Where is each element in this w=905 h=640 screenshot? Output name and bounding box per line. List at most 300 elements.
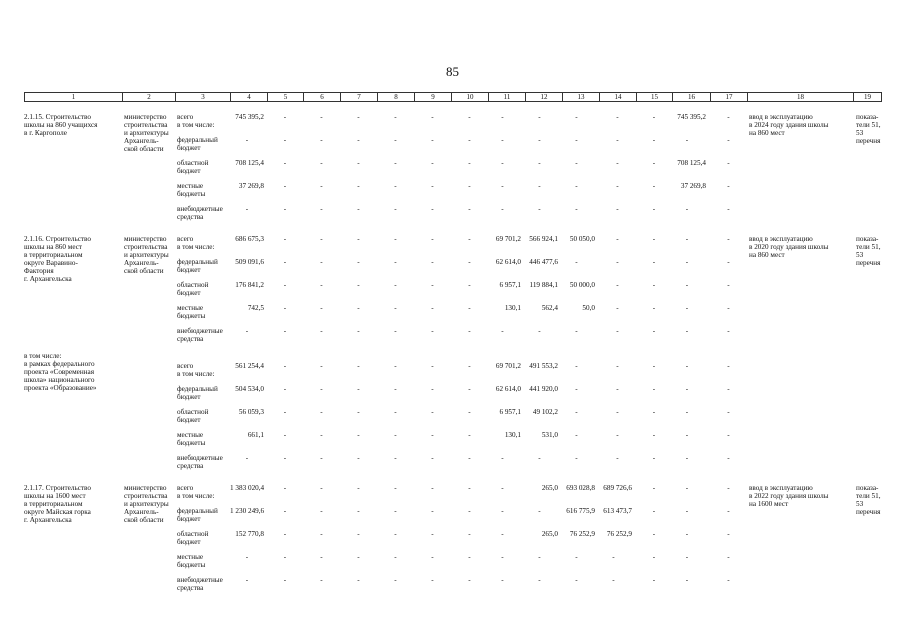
block-title: в том числе: в рамках федерального проекта «Современная школа» национального проекта «Образование» [24,352,97,392]
empty-cell: - [652,454,656,462]
empty-cell: - [652,385,656,393]
col12-value: - [538,507,541,515]
col11-value: - [501,113,504,121]
col16-value: - [685,408,689,416]
row-label: областной бюджет [177,159,209,175]
empty-cell: - [431,205,434,213]
empty-cell: - [431,327,434,335]
empty-cell: - [394,408,397,416]
col13-value: - [575,553,578,561]
col12-value: - [538,113,541,121]
header-col-7: 7 [340,92,377,102]
empty-cell: - [727,576,730,584]
empty-cell: - [283,553,287,561]
empty-cell: - [357,304,360,312]
row-label: областной бюджет [177,530,209,546]
empty-cell: - [394,205,397,213]
empty-cell: - [431,362,434,370]
col13-value: 693 028,8 [566,484,595,492]
empty-cell: - [727,454,730,462]
block-result: ввод в эксплуатацию в 2022 году здания школы на 1600 мест [749,484,829,508]
empty-cell: - [727,553,730,561]
col13-value: - [575,327,578,335]
col4-value: 152 770,8 [235,530,264,538]
col16-value: - [685,431,689,439]
empty-cell: - [431,385,434,393]
col12-value: 531,0 [541,431,558,439]
col11-value: 69 701,2 [495,362,521,370]
col11-value: 69 701,2 [495,235,521,243]
empty-cell: - [616,182,619,190]
empty-cell: - [394,304,397,312]
empty-cell: - [357,484,360,492]
header-col-10: 10 [451,92,488,102]
empty-cell: - [727,327,730,335]
header-col-13: 13 [562,92,599,102]
empty-cell: - [283,182,287,190]
empty-cell: - [616,304,619,312]
row-label: местные бюджеты [177,182,206,198]
col11-value: 6 957,1 [499,281,521,289]
col11-value: - [501,484,504,492]
empty-cell: - [652,327,656,335]
row-label: внебюджетные средства [177,205,223,221]
empty-cell: - [357,182,360,190]
empty-cell: - [283,385,287,393]
col16-value: - [685,362,689,370]
empty-cell: - [652,205,656,213]
empty-cell: - [727,484,730,492]
col4-value: 1 230 249,6 [230,507,265,515]
empty-cell: - [357,205,360,213]
empty-cell: - [283,304,287,312]
header-col-9: 9 [414,92,451,102]
empty-cell: - [431,258,434,266]
empty-cell: - [283,235,287,243]
col13-value: - [575,576,578,584]
col12-value: 491 553,2 [529,362,558,370]
col13-value: 50,0 [582,304,595,312]
empty-cell: - [652,113,656,121]
empty-cell: - [320,385,323,393]
col12-value: - [538,553,541,561]
col16-value: - [685,235,689,243]
empty-cell: - [357,530,360,538]
empty-cell: - [394,454,397,462]
empty-cell: - [357,258,360,266]
row-label: областной бюджет [177,281,209,297]
col12-value: 446 477,6 [529,258,558,266]
empty-cell: - [394,576,397,584]
col13-value: - [575,408,578,416]
empty-cell: - [431,484,434,492]
col13-value: - [575,136,578,144]
col14-value: - [612,576,615,584]
col11-value: - [501,327,504,335]
empty-cell: - [320,159,323,167]
empty-cell: - [283,159,287,167]
header-col-17: 17 [710,92,747,102]
block-indicator: показа- тели 51, 53 перечня [856,113,881,145]
empty-cell: - [468,327,471,335]
col14-value: - [612,553,615,561]
empty-cell: - [283,484,287,492]
empty-cell: - [727,507,730,515]
empty-cell: - [468,408,471,416]
col12-value: 265,0 [541,530,558,538]
empty-cell: - [652,136,656,144]
col16-value: - [685,454,689,462]
empty-cell: - [357,159,360,167]
col4-value: 504 534,0 [235,385,264,393]
empty-cell: - [468,454,471,462]
empty-cell: - [727,530,730,538]
empty-cell: - [431,113,434,121]
empty-cell: - [727,385,730,393]
col4-value: 742,5 [247,304,264,312]
empty-cell: - [652,304,656,312]
empty-cell: - [283,327,287,335]
col16-value: - [685,507,689,515]
row-label: всего в том числе: [177,362,215,378]
empty-cell: - [320,431,323,439]
empty-cell: - [357,431,360,439]
empty-cell: - [727,136,730,144]
empty-cell: - [394,385,397,393]
col13-value: - [575,159,578,167]
empty-cell: - [616,327,619,335]
empty-cell: - [394,553,397,561]
empty-cell: - [431,530,434,538]
empty-cell: - [652,408,656,416]
empty-cell: - [652,431,656,439]
col4-value: - [245,576,249,584]
empty-cell: - [468,235,471,243]
block-title: 2.1.15. Строительство школы на 860 учащихся в г. Каргополе [24,113,98,137]
empty-cell: - [357,408,360,416]
row-label: местные бюджеты [177,431,206,447]
empty-cell: - [394,530,397,538]
empty-cell: - [320,484,323,492]
empty-cell: - [320,576,323,584]
empty-cell: - [616,258,619,266]
empty-cell: - [652,258,656,266]
empty-cell: - [283,362,287,370]
row-label: федеральный бюджет [177,507,218,523]
col12-value: - [538,576,541,584]
col16-value: - [685,136,689,144]
empty-cell: - [468,304,471,312]
header-col-1: 1 [24,92,122,102]
empty-cell: - [320,258,323,266]
empty-cell: - [431,281,434,289]
col4-value: 37 269,8 [238,182,264,190]
empty-cell: - [394,235,397,243]
header-col-8: 8 [377,92,414,102]
row-label: всего в том числе: [177,235,215,251]
empty-cell: - [394,507,397,515]
empty-cell: - [727,113,730,121]
block-title: 2.1.17. Строительство школы на 1600 мест в территориальном округе Майская горка г. Архангельска [24,484,91,524]
header-col-18: 18 [747,92,853,102]
block-result: ввод в эксплуатацию в 2020 году здания школы на 860 мест [749,235,829,259]
col16-value: - [685,205,689,213]
empty-cell: - [468,576,471,584]
col13-value: 50 000,0 [569,281,595,289]
row-label: федеральный бюджет [177,136,218,152]
empty-cell: - [394,327,397,335]
col4-value: 745 395,2 [235,113,264,121]
row-label: всего в том числе: [177,484,215,500]
empty-cell: - [431,304,434,312]
header-col-2: 2 [122,92,175,102]
col13-value: 76 252,9 [569,530,595,538]
empty-cell: - [468,205,471,213]
empty-cell: - [468,159,471,167]
empty-cell: - [727,304,730,312]
header-col-5: 5 [267,92,303,102]
col4-value: 509 091,6 [235,258,264,266]
empty-cell: - [652,484,656,492]
empty-cell: - [320,235,323,243]
col16-value: - [685,327,689,335]
empty-cell: - [394,362,397,370]
block-result: ввод в эксплуатацию в 2024 году здания школы на 860 мест [749,113,829,137]
col11-value: - [501,553,504,561]
empty-cell: - [727,258,730,266]
empty-cell: - [727,205,730,213]
empty-cell: - [616,408,619,416]
header-col-3: 3 [175,92,230,102]
col11-value: - [501,576,504,584]
empty-cell: - [283,576,287,584]
col12-value: 562,4 [541,304,558,312]
col12-value: - [538,182,541,190]
col4-value: - [245,454,249,462]
col13-value: - [575,431,578,439]
col16-value: - [685,281,689,289]
col11-value: - [501,454,504,462]
empty-cell: - [616,159,619,167]
empty-cell: - [320,530,323,538]
empty-cell: - [283,113,287,121]
empty-cell: - [431,553,434,561]
col13-value: 50 050,0 [569,235,595,243]
empty-cell: - [616,362,619,370]
header-col-6: 6 [303,92,340,102]
col16-value: 745 395,2 [677,113,706,121]
empty-cell: - [320,454,323,462]
empty-cell: - [357,576,360,584]
row-label: внебюджетные средства [177,576,223,592]
empty-cell: - [320,281,323,289]
empty-cell: - [320,205,323,213]
col4-value: 708 125,4 [235,159,264,167]
col13-value: - [575,205,578,213]
empty-cell: - [320,136,323,144]
empty-cell: - [616,136,619,144]
empty-cell: - [394,281,397,289]
empty-cell: - [652,281,656,289]
empty-cell: - [468,507,471,515]
col11-value: 6 957,1 [499,408,521,416]
empty-cell: - [357,281,360,289]
empty-cell: - [357,385,360,393]
block-ministry: министерство строительства и архитектуры Архангель- ской области [124,235,169,275]
empty-cell: - [320,507,323,515]
col13-value: 616 775,9 [566,507,595,515]
col12-value: - [538,205,541,213]
header-col-19: 19 [853,92,882,102]
empty-cell: - [727,235,730,243]
col12-value: - [538,454,541,462]
empty-cell: - [431,507,434,515]
empty-cell: - [431,431,434,439]
empty-cell: - [468,530,471,538]
empty-cell: - [468,113,471,121]
col4-value: 176 841,2 [235,281,264,289]
empty-cell: - [394,182,397,190]
row-label: областной бюджет [177,408,209,424]
empty-cell: - [468,385,471,393]
empty-cell: - [431,235,434,243]
col12-value: - [538,136,541,144]
empty-cell: - [652,235,656,243]
col16-value: - [685,258,689,266]
col4-value: - [245,327,249,335]
empty-cell: - [652,182,656,190]
col4-value: 56 059,3 [238,408,264,416]
empty-cell: - [468,362,471,370]
empty-cell: - [431,159,434,167]
empty-cell: - [431,136,434,144]
empty-cell: - [727,182,730,190]
empty-cell: - [652,530,656,538]
page-number: 85 [446,64,459,79]
header-col-14: 14 [599,92,636,102]
empty-cell: - [652,507,656,515]
col16-value: - [685,553,689,561]
col12-value: - [538,327,541,335]
empty-cell: - [320,362,323,370]
row-label: федеральный бюджет [177,385,218,401]
col12-value: 441 920,0 [529,385,558,393]
empty-cell: - [320,182,323,190]
empty-cell: - [468,484,471,492]
col4-value: 686 675,3 [235,235,264,243]
col11-value: 62 614,0 [495,385,521,393]
col4-value: 1 383 020,4 [230,484,265,492]
col14-value: 689 726,6 [603,484,632,492]
col13-value: - [575,454,578,462]
empty-cell: - [652,362,656,370]
row-label: местные бюджеты [177,553,206,569]
empty-cell: - [431,408,434,416]
col12-value: 49 102,2 [532,408,558,416]
col4-value: - [245,205,249,213]
empty-cell: - [468,182,471,190]
col12-value: - [538,159,541,167]
header-col-4: 4 [230,92,267,102]
col14-value: 613 473,7 [603,507,632,515]
block-indicator: показа- тели 51, 53 перечня [856,484,881,516]
empty-cell: - [616,281,619,289]
empty-cell: - [652,159,656,167]
block-indicator: показа- тели 51, 53 перечня [856,235,881,267]
empty-cell: - [320,553,323,561]
empty-cell: - [468,258,471,266]
col13-value: - [575,362,578,370]
row-label: внебюджетные средства [177,327,223,343]
row-label: внебюджетные средства [177,454,223,470]
empty-cell: - [652,553,656,561]
empty-cell: - [320,327,323,335]
col16-value: 708 125,4 [677,159,706,167]
empty-cell: - [283,205,287,213]
block-title: 2.1.16. Строительство школы на 860 мест в территориальном округе Варавино- Фактория г. Архангельска [24,235,91,283]
col12-value: 566 924,1 [529,235,558,243]
header-col-12: 12 [525,92,562,102]
empty-cell: - [283,507,287,515]
col4-value: - [245,553,249,561]
empty-cell: - [357,235,360,243]
empty-cell: - [357,553,360,561]
block-ministry: министерство строительства и архитектуры Архангель- ской области [124,113,169,153]
empty-cell: - [431,454,434,462]
empty-cell: - [320,113,323,121]
col11-value: 62 614,0 [495,258,521,266]
empty-cell: - [357,327,360,335]
col16-value: - [685,484,689,492]
col4-value: 661,1 [247,431,264,439]
empty-cell: - [468,553,471,561]
empty-cell: - [283,281,287,289]
empty-cell: - [357,136,360,144]
empty-cell: - [283,530,287,538]
col11-value: - [501,507,504,515]
block-ministry: министерство строительства и архитектуры Архангель- ской области [124,484,169,524]
empty-cell: - [468,431,471,439]
col16-value: - [685,530,689,538]
header-col-15: 15 [636,92,672,102]
empty-cell: - [727,362,730,370]
row-label: федеральный бюджет [177,258,218,274]
col12-value: 119 884,1 [529,281,558,289]
empty-cell: - [616,235,619,243]
col13-value: - [575,258,578,266]
empty-cell: - [394,136,397,144]
empty-cell: - [357,113,360,121]
empty-cell: - [652,576,656,584]
col11-value: 130,1 [504,304,521,312]
col4-value: 561 254,4 [235,362,264,370]
empty-cell: - [320,408,323,416]
row-label: всего в том числе: [177,113,215,129]
empty-cell: - [394,113,397,121]
col11-value: - [501,205,504,213]
header-col-11: 11 [488,92,525,102]
empty-cell: - [394,258,397,266]
empty-cell: - [357,362,360,370]
empty-cell: - [357,507,360,515]
empty-cell: - [616,385,619,393]
col11-value: - [501,136,504,144]
empty-cell: - [431,576,434,584]
col16-value: - [685,576,689,584]
empty-cell: - [283,408,287,416]
empty-cell: - [616,431,619,439]
empty-cell: - [727,281,730,289]
